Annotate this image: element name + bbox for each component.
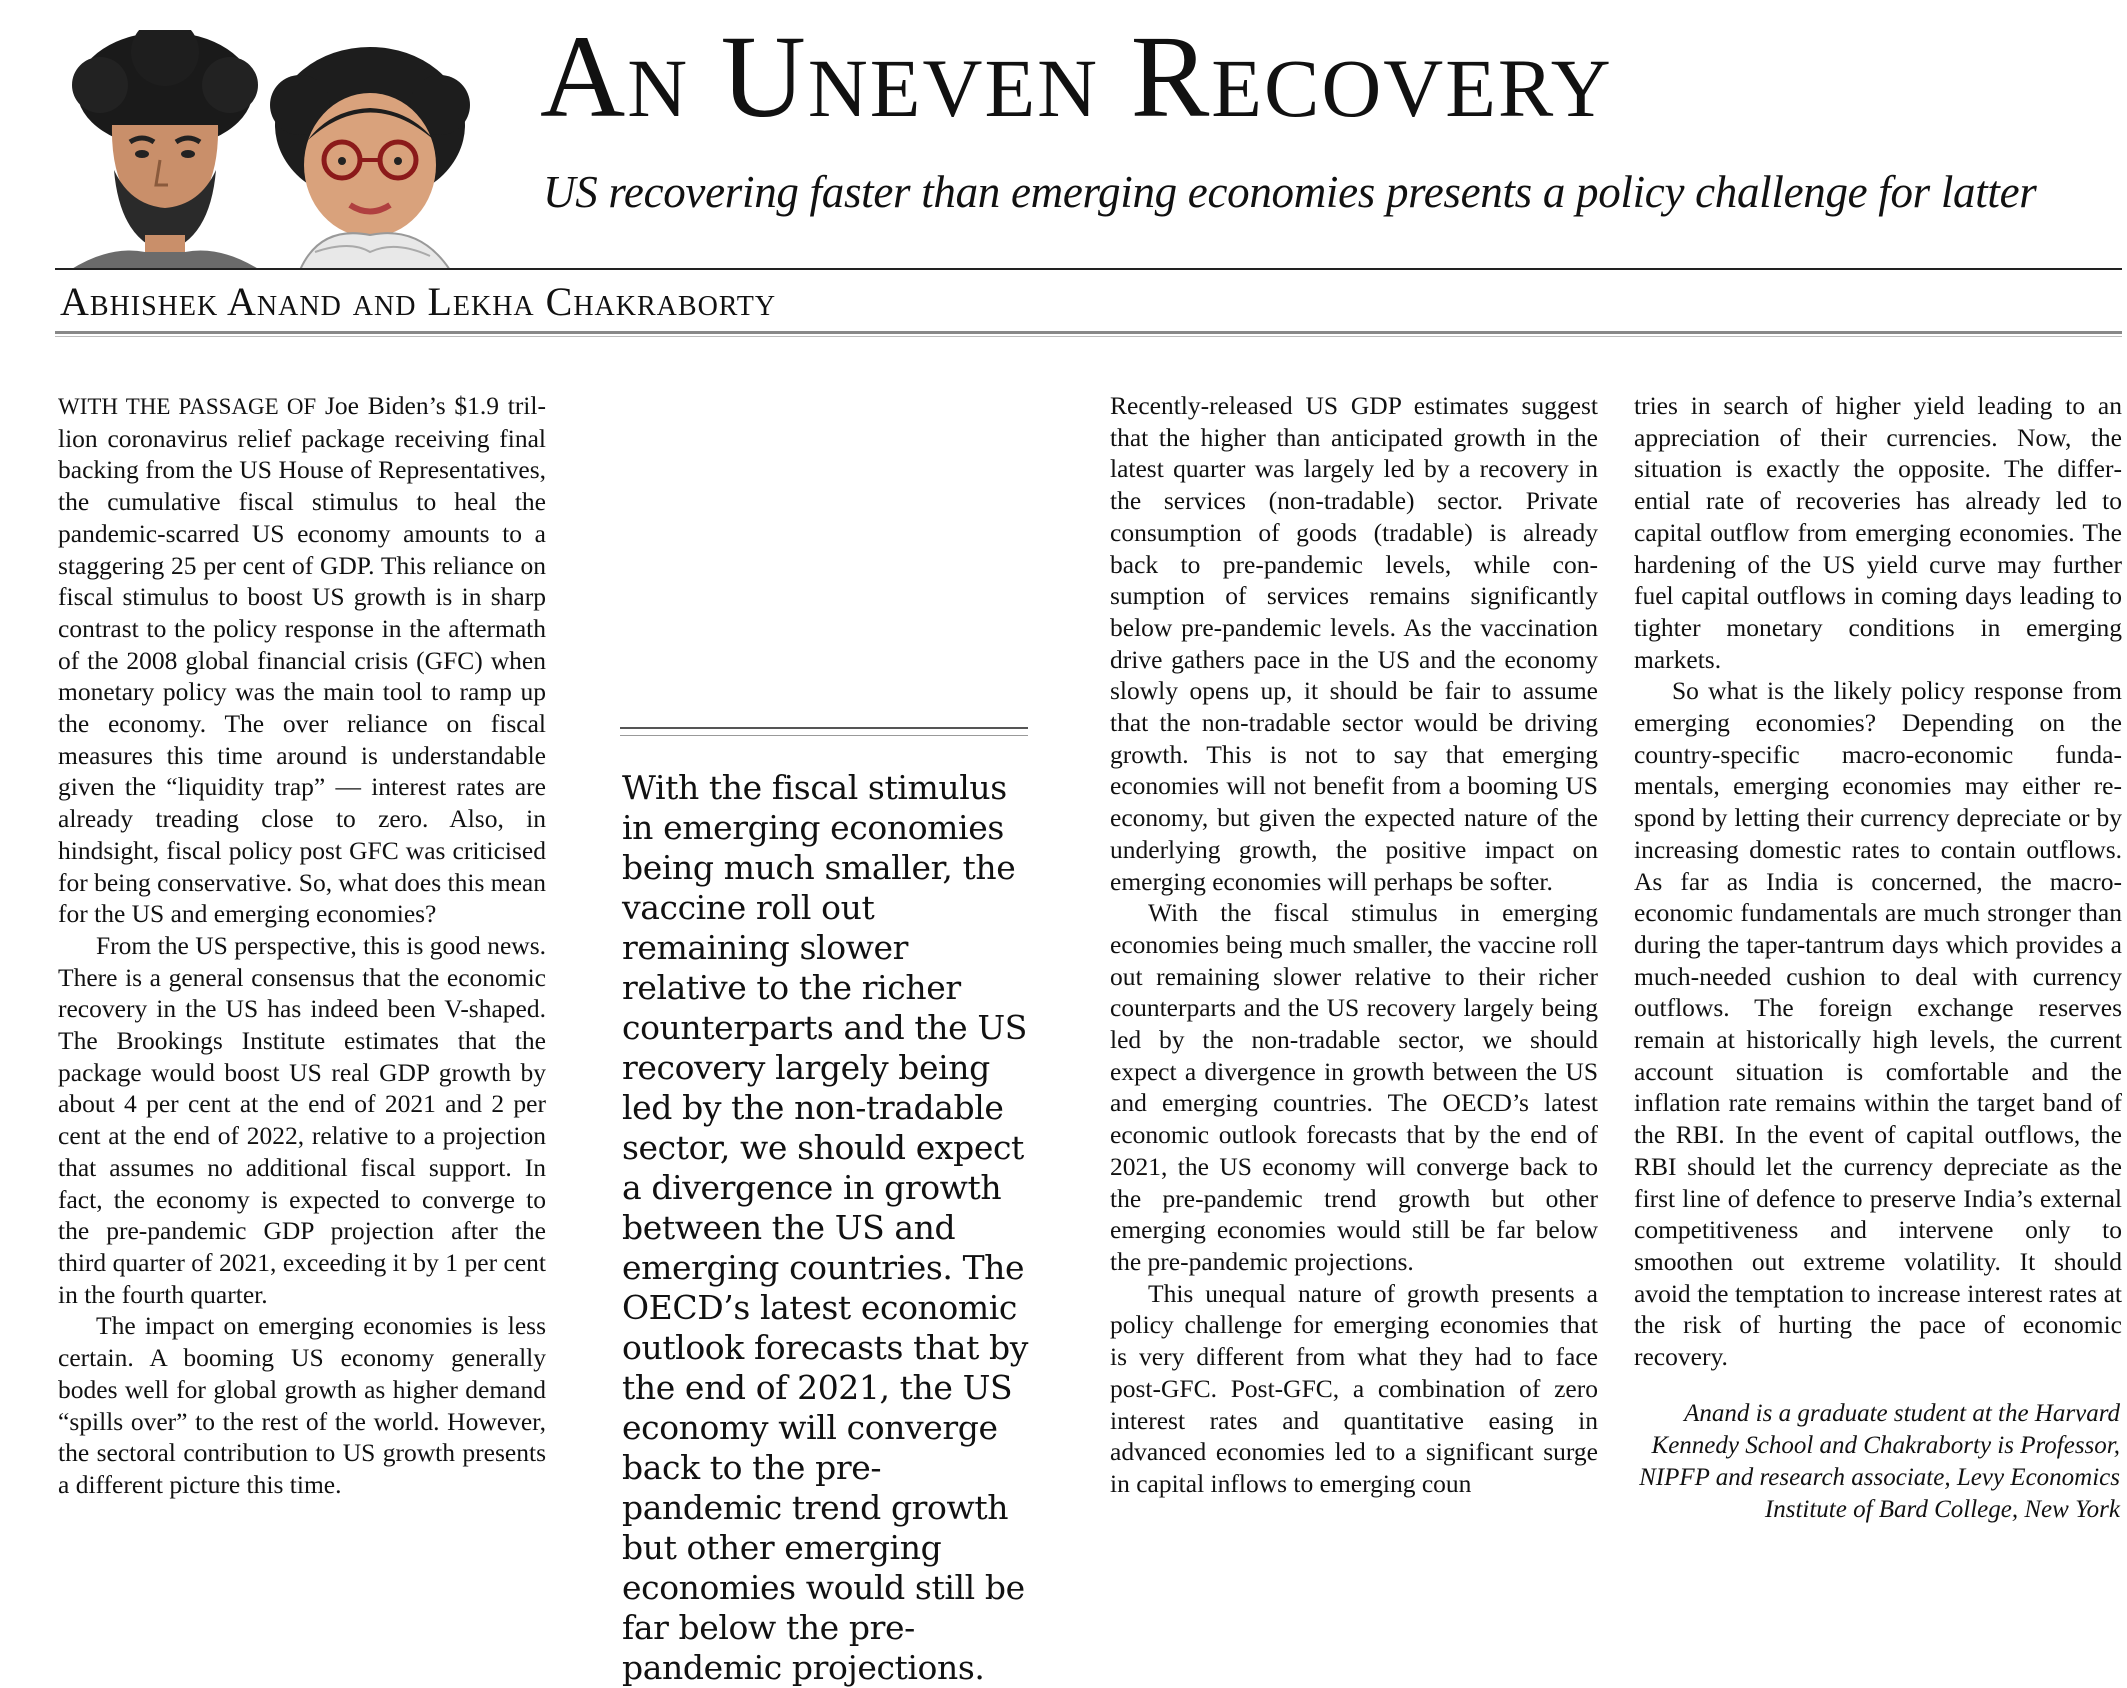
author-illustration — [50, 30, 520, 270]
paragraph-4: Recently-released US GDP estimates suggest that the higher than anticipated growth in the latest quarter was largely led by a recovery in the services (non-tradable) sector. Private consumption of goods (tradable) is already back to pre-pandemic levels, while consumption of services remains significantly below pre-pandemic levels. As the vaccination drive gathers pace in the US and the economy slowly opens up, it should be fair to assume that the non-tradable sector would be driving growth. This is not to say that emerging economies will not benefit from a booming US economy, but given the expected nature of the underlying growth, the positive impact on emerging economies will perhaps be softer. — [1110, 391, 1598, 896]
header-rule — [55, 268, 2122, 270]
paragraph-5: With the fiscal stimulus in emerging economies being much smaller, the vaccine roll out remaining slower relative to their richer counterparts and the US recovery largely being led by the non-tradable sector, we should expect a divergence in growth between the US and emerging countries. The OECD’s latest economic outlook forecasts that by the end of 2021, the US economy will converge back to the pre-pandemic trend growth but other emerging economies would still be far below the pre-pandemic projections. — [1110, 898, 1598, 1276]
pullquote: With the fiscal stimulus in emerging economies being much smaller, the vaccine roll out remaining slower relative to the richer counterparts and the US recovery largely being led by the non-tradable sector, we should expect a divergence in growth between the US and emerging countries. The OECD’s latest economic outlook forecasts that by the end of 2021, the US economy will converge back to the pre-pandemic trend growth but other emerging economies would still be far below the pre-pandemic projections. — [622, 768, 1029, 1687]
author-portraits — [50, 30, 520, 270]
author-bio: Anand is a graduate student at the Harvard Kennedy School and Chakraborty is Professor, NIPFP and research associate, Levy Economics Institute of Bard College, New York — [1639, 1400, 2120, 1523]
paragraph-8: So what is the likely policy response from emerging economies? Depending on the country-specific macro-economic fundamentals, emerging economies may either respond by letting their currency depreciate or by increasing domestic rates to contain outflows. As far as India is concerned, the macroeconomic fundamentals are much stronger than during the taper-tantrum days which provides a much-needed cushion to deal with currency outflows. The foreign exchange reserves remain at historically high levels, the current account situation is comfortable and the inflation rate remains within the target band of the RBI. In the event of capital outflows, the RBI should let the currency depreciate as the first line of defence to preserve India’s external competitiveness and intervene only to smoothen out extreme volatility. It should avoid the temptation to increase interest rates at the risk of hurting the pace of economic recovery. — [1634, 676, 2122, 1372]
paragraph-2: From the US perspective, this is good news. There is a general consensus that the economic recovery in the US has indeed been V-shaped. The Brookings Institute estimates that the package would boost US real GDP growth by about 4 per cent at the end of 2021 and 2 per cent at the end of 2022, relative to a projection that assumes no additional fiscal support. In fact, the economy is expected to converge to the pre-pandemic GDP projection after the third quarter of 2021, exceeding it by 1 per cent in the fourth quarter. — [58, 930, 546, 1309]
article-headline: An Uneven Recovery — [540, 11, 1613, 142]
pullquote-rules — [620, 727, 1028, 742]
pullquote-rule — [620, 727, 1028, 729]
byline: Abhishek Anand and Lekha Chakraborty — [60, 279, 777, 324]
article-column-3 — [1110, 390, 1598, 1500]
article-column-1 — [58, 390, 546, 1501]
byline-rule — [55, 331, 2122, 334]
lead-in: WITH THE PASSAGE OF — [58, 394, 317, 419]
article-column-4 — [1634, 390, 2122, 1373]
pullquote-rule-thin — [620, 735, 1028, 736]
author-portrait-chakraborty — [270, 47, 470, 270]
author-portrait-anand — [70, 30, 260, 270]
byline-rule-thin — [55, 336, 2122, 337]
paragraph-7: tries in search of higher yield leading to an appreciation of their currencies. Now, the situation is exactly the opposite. The differential rate of recoveries has already led to capital outflow from emerging economies. The hardening of the US yield curve may further fuel capital outflows in coming days leading to tighter monetary conditions in emerging markets. — [1634, 391, 2122, 674]
paragraph-3: The impact on emerging economies is less certain. A booming US economy generally bodes well for global growth as higher demand “spills over” to the rest of the world. However, the sectoral contribution to US growth presents a different picture this time. — [58, 1311, 546, 1499]
paragraph-1-text: Joe Biden’s $1.9 trillion coronavirus relief package receiving final backing from the US House of Representatives, the cumulative fiscal stimulus to heal the pandemic-scarred US economy amounts to a staggering 25 per cent of GDP. This reliance on fiscal stimulus to boost US growth is in sharp contrast to the policy response in the aftermath of the 2008 global financial crisis (GFC) when monetary policy was the main tool to ramp up the economy. The over reliance on fiscal measures this time around is understandable given the “liquidity trap” — interest rates are already treading close to zero. Also, in hindsight, fiscal policy post GFC was criticised for being conservative. So, what does this mean for the US and emerging economies? — [58, 391, 546, 929]
article-subheadline: US recovering faster than emerging economies presents a policy challenge for latter — [543, 167, 2037, 217]
paragraph-1 — [58, 390, 546, 930]
paragraph-6: This unequal nature of growth presents a policy challenge for emerging economies that is very different from what they had to face post-GFC. Post-GFC, a combination of zero interest rates and quantitative easing in advanced economies led to a significant surge in capital inflows to emerging coun — [1110, 1278, 1598, 1498]
